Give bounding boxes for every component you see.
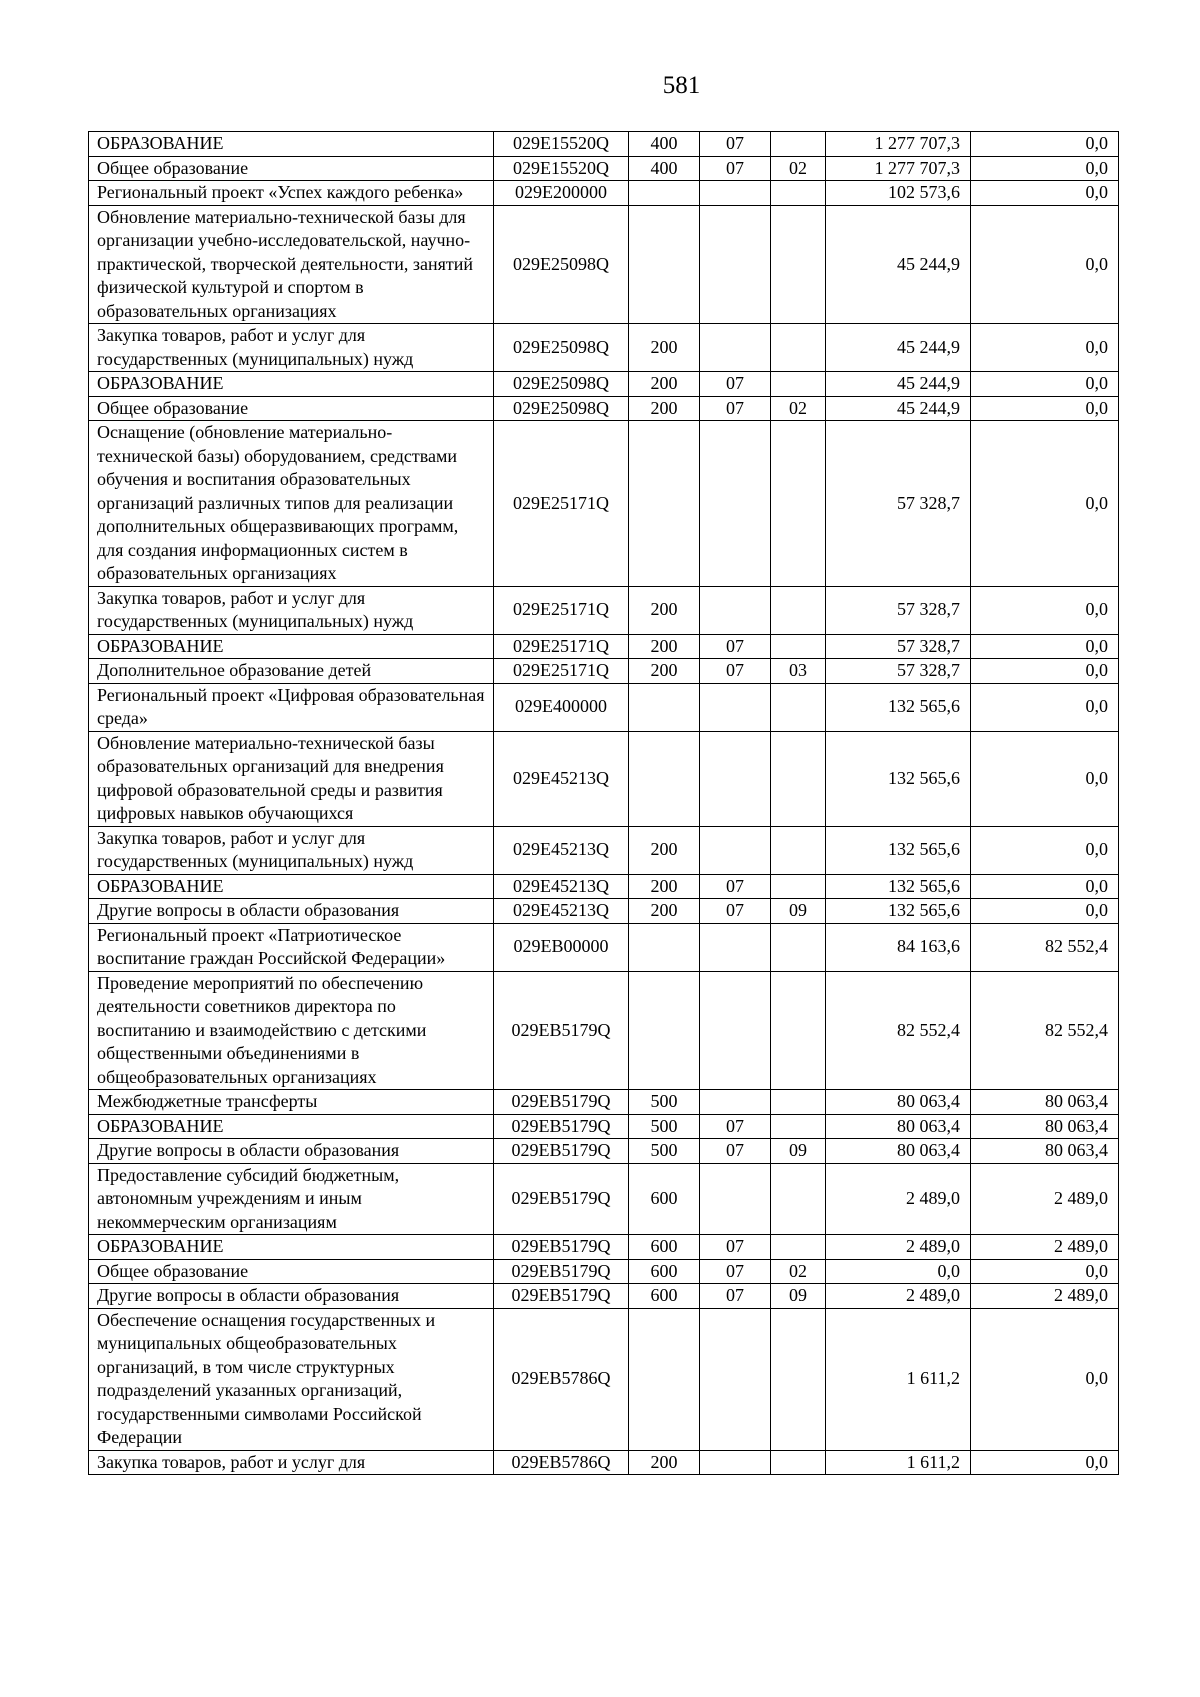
- row-target-article: 029E200000: [494, 181, 629, 206]
- row-name: Межбюджетные трансферты: [89, 1090, 494, 1115]
- table-row: [89, 156, 1119, 181]
- row-subsection: [771, 634, 826, 659]
- row-section: [700, 324, 771, 372]
- row-amount-total: 57 328,7: [826, 421, 971, 587]
- row-amount-federal: 2 489,0: [971, 1235, 1119, 1260]
- row-subsection: [771, 1450, 826, 1475]
- row-amount-federal: 0,0: [971, 396, 1119, 421]
- row-section: 07: [700, 1114, 771, 1139]
- row-section: [700, 1308, 771, 1450]
- row-expense-type: 200: [629, 826, 700, 874]
- row-expense-type: 200: [629, 324, 700, 372]
- row-section: [700, 923, 771, 971]
- table-row: [89, 971, 1119, 1090]
- table-row: [89, 1235, 1119, 1260]
- budget-table: [88, 131, 1119, 1475]
- row-expense-type: [629, 181, 700, 206]
- row-amount-total: 80 063,4: [826, 1139, 971, 1164]
- row-amount-total: 45 244,9: [826, 396, 971, 421]
- row-expense-type: [629, 205, 700, 324]
- table-row: [89, 586, 1119, 634]
- row-expense-type: 400: [629, 156, 700, 181]
- row-amount-federal: 80 063,4: [971, 1139, 1119, 1164]
- row-section: 07: [700, 372, 771, 397]
- row-subsection: [771, 205, 826, 324]
- table-row: [89, 1308, 1119, 1450]
- row-target-article: 029EB5179Q: [494, 1139, 629, 1164]
- row-target-article: 029E15520Q: [494, 156, 629, 181]
- table-row: [89, 1259, 1119, 1284]
- row-expense-type: 200: [629, 874, 700, 899]
- row-amount-total: 57 328,7: [826, 586, 971, 634]
- row-expense-type: [629, 923, 700, 971]
- table-row: [89, 205, 1119, 324]
- row-target-article: 029EB5179Q: [494, 1259, 629, 1284]
- row-section: 07: [700, 156, 771, 181]
- row-target-article: 029EB5786Q: [494, 1450, 629, 1475]
- row-target-article: 029E25171Q: [494, 421, 629, 587]
- row-subsection: [771, 923, 826, 971]
- row-target-article: 029E45213Q: [494, 899, 629, 924]
- row-name: Оснащение (обновление материально-технической базы) оборудованием, средствами обучения и воспитания образовательных организаций различных типов для реализации дополнительных общеразвивающих программ, для создания информационных систем в образовательных организациях: [89, 421, 494, 587]
- row-amount-federal: 0,0: [971, 421, 1119, 587]
- row-amount-federal: 0,0: [971, 826, 1119, 874]
- row-amount-total: 1 277 707,3: [826, 132, 971, 157]
- row-subsection: 09: [771, 1139, 826, 1164]
- row-name: Другие вопросы в области образования: [89, 899, 494, 924]
- row-section: 07: [700, 1284, 771, 1309]
- row-section: [700, 181, 771, 206]
- row-expense-type: 200: [629, 372, 700, 397]
- row-expense-type: 400: [629, 132, 700, 157]
- row-section: 07: [700, 659, 771, 684]
- row-expense-type: 500: [629, 1114, 700, 1139]
- row-name: Обновление материально-технической базы образовательных организаций для внедрения цифровой образовательной среды и развития цифровых навыков обучающихся: [89, 731, 494, 826]
- table-row: [89, 421, 1119, 587]
- row-amount-federal: 0,0: [971, 659, 1119, 684]
- row-expense-type: [629, 421, 700, 587]
- row-section: [700, 205, 771, 324]
- row-amount-federal: 82 552,4: [971, 923, 1119, 971]
- row-expense-type: [629, 731, 700, 826]
- row-amount-total: 132 565,6: [826, 874, 971, 899]
- row-amount-total: 1 611,2: [826, 1450, 971, 1475]
- row-target-article: 029E25171Q: [494, 659, 629, 684]
- table-row: [89, 683, 1119, 731]
- row-target-article: 029E25098Q: [494, 396, 629, 421]
- row-name: ОБРАЗОВАНИЕ: [89, 1235, 494, 1260]
- row-name: Общее образование: [89, 156, 494, 181]
- row-name: Региональный проект «Цифровая образовательная среда»: [89, 683, 494, 731]
- row-amount-federal: 0,0: [971, 731, 1119, 826]
- row-subsection: [771, 372, 826, 397]
- row-amount-federal: 80 063,4: [971, 1090, 1119, 1115]
- row-amount-total: 45 244,9: [826, 372, 971, 397]
- row-name: Другие вопросы в области образования: [89, 1284, 494, 1309]
- row-amount-total: 2 489,0: [826, 1284, 971, 1309]
- row-name: Проведение мероприятий по обеспечению деятельности советников директора по воспитанию и взаимодействию с детскими общественными объединениями в общеобразовательных организациях: [89, 971, 494, 1090]
- row-expense-type: 200: [629, 634, 700, 659]
- row-amount-federal: 0,0: [971, 1259, 1119, 1284]
- row-section: 07: [700, 1139, 771, 1164]
- row-subsection: [771, 586, 826, 634]
- table-row: [89, 659, 1119, 684]
- row-amount-total: 132 565,6: [826, 899, 971, 924]
- row-expense-type: 500: [629, 1139, 700, 1164]
- row-target-article: 029E400000: [494, 683, 629, 731]
- table-row: [89, 874, 1119, 899]
- table-row: [89, 1139, 1119, 1164]
- row-section: [700, 586, 771, 634]
- row-subsection: [771, 683, 826, 731]
- row-subsection: [771, 1235, 826, 1260]
- row-target-article: 029E25098Q: [494, 372, 629, 397]
- row-expense-type: 600: [629, 1284, 700, 1309]
- table-row: [89, 181, 1119, 206]
- row-subsection: 09: [771, 899, 826, 924]
- row-name: Закупка товаров, работ и услуг для: [89, 1450, 494, 1475]
- table-row: [89, 372, 1119, 397]
- row-target-article: 029EB5179Q: [494, 1284, 629, 1309]
- row-target-article: 029E45213Q: [494, 826, 629, 874]
- row-amount-total: 1 277 707,3: [826, 156, 971, 181]
- table-row: [89, 132, 1119, 157]
- row-section: 07: [700, 396, 771, 421]
- row-expense-type: 200: [629, 586, 700, 634]
- row-subsection: [771, 1163, 826, 1235]
- row-section: 07: [700, 1259, 771, 1284]
- row-amount-federal: 0,0: [971, 899, 1119, 924]
- table-row: [89, 899, 1119, 924]
- row-expense-type: 600: [629, 1259, 700, 1284]
- row-section: 07: [700, 132, 771, 157]
- row-target-article: 029E25098Q: [494, 324, 629, 372]
- row-section: [700, 1090, 771, 1115]
- row-name: ОБРАЗОВАНИЕ: [89, 132, 494, 157]
- row-amount-total: 2 489,0: [826, 1163, 971, 1235]
- row-name: Закупка товаров, работ и услуг для государственных (муниципальных) нужд: [89, 324, 494, 372]
- row-name: Обновление материально-технической базы для организации учебно-исследовательской, научно-практической, творческой деятельности, занятий физической культурой и спортом в образовательных организациях: [89, 205, 494, 324]
- row-target-article: 029EB5179Q: [494, 1090, 629, 1115]
- row-expense-type: 600: [629, 1163, 700, 1235]
- table-row: [89, 731, 1119, 826]
- row-amount-federal: 82 552,4: [971, 971, 1119, 1090]
- row-name: Другие вопросы в области образования: [89, 1139, 494, 1164]
- row-amount-federal: 80 063,4: [971, 1114, 1119, 1139]
- row-target-article: 029EB5179Q: [494, 971, 629, 1090]
- row-expense-type: 200: [629, 1450, 700, 1475]
- row-amount-federal: 2 489,0: [971, 1284, 1119, 1309]
- row-amount-total: 57 328,7: [826, 659, 971, 684]
- row-subsection: [771, 1090, 826, 1115]
- row-expense-type: 500: [629, 1090, 700, 1115]
- row-amount-federal: 0,0: [971, 181, 1119, 206]
- row-amount-federal: 0,0: [971, 324, 1119, 372]
- row-subsection: 09: [771, 1284, 826, 1309]
- row-amount-total: 80 063,4: [826, 1114, 971, 1139]
- row-section: [700, 421, 771, 587]
- row-subsection: [771, 1308, 826, 1450]
- row-subsection: [771, 1114, 826, 1139]
- table-row: [89, 1163, 1119, 1235]
- row-amount-total: 132 565,6: [826, 683, 971, 731]
- row-target-article: 029E45213Q: [494, 874, 629, 899]
- row-name: Обеспечение оснащения государственных и муниципальных общеобразовательных организаций, в том числе структурных подразделений указанных организаций, государственными символами Российской Федерации: [89, 1308, 494, 1450]
- row-section: [700, 1163, 771, 1235]
- row-subsection: 02: [771, 1259, 826, 1284]
- row-section: [700, 731, 771, 826]
- row-subsection: [771, 132, 826, 157]
- row-amount-total: 0,0: [826, 1259, 971, 1284]
- row-section: 07: [700, 634, 771, 659]
- row-amount-federal: 0,0: [971, 372, 1119, 397]
- row-name: ОБРАЗОВАНИЕ: [89, 874, 494, 899]
- table-row: [89, 324, 1119, 372]
- row-expense-type: [629, 683, 700, 731]
- row-amount-total: 80 063,4: [826, 1090, 971, 1115]
- row-name: ОБРАЗОВАНИЕ: [89, 1114, 494, 1139]
- row-name: Закупка товаров, работ и услуг для государственных (муниципальных) нужд: [89, 826, 494, 874]
- row-target-article: 029E25098Q: [494, 205, 629, 324]
- row-section: [700, 826, 771, 874]
- row-amount-federal: 0,0: [971, 874, 1119, 899]
- row-subsection: 02: [771, 396, 826, 421]
- row-amount-federal: 0,0: [971, 683, 1119, 731]
- row-subsection: 03: [771, 659, 826, 684]
- row-amount-total: 132 565,6: [826, 731, 971, 826]
- row-expense-type: 200: [629, 899, 700, 924]
- row-expense-type: [629, 971, 700, 1090]
- row-amount-total: 1 611,2: [826, 1308, 971, 1450]
- row-subsection: [771, 421, 826, 587]
- row-subsection: [771, 826, 826, 874]
- row-target-article: 029E25171Q: [494, 634, 629, 659]
- row-amount-federal: 0,0: [971, 132, 1119, 157]
- row-amount-total: 84 163,6: [826, 923, 971, 971]
- row-subsection: [771, 731, 826, 826]
- row-subsection: 02: [771, 156, 826, 181]
- row-target-article: 029E25171Q: [494, 586, 629, 634]
- row-expense-type: 600: [629, 1235, 700, 1260]
- row-section: [700, 683, 771, 731]
- row-name: Дополнительное образование детей: [89, 659, 494, 684]
- row-amount-federal: 0,0: [971, 634, 1119, 659]
- row-amount-total: 82 552,4: [826, 971, 971, 1090]
- row-name: ОБРАЗОВАНИЕ: [89, 634, 494, 659]
- row-name: Предоставление субсидий бюджетным, автономным учреждениям и иным некоммерческим организациям: [89, 1163, 494, 1235]
- table-row: [89, 923, 1119, 971]
- row-amount-federal: 0,0: [971, 1308, 1119, 1450]
- row-subsection: [771, 874, 826, 899]
- row-name: Общее образование: [89, 1259, 494, 1284]
- row-subsection: [771, 181, 826, 206]
- row-expense-type: 200: [629, 396, 700, 421]
- table-row: [89, 826, 1119, 874]
- row-name: Закупка товаров, работ и услуг для государственных (муниципальных) нужд: [89, 586, 494, 634]
- row-target-article: 029EB5179Q: [494, 1163, 629, 1235]
- row-name: Региональный проект «Успех каждого ребенка»: [89, 181, 494, 206]
- row-subsection: [771, 324, 826, 372]
- row-amount-federal: 0,0: [971, 156, 1119, 181]
- row-amount-federal: 0,0: [971, 1450, 1119, 1475]
- row-expense-type: [629, 1308, 700, 1450]
- row-amount-total: 2 489,0: [826, 1235, 971, 1260]
- table-row: [89, 396, 1119, 421]
- table-row: [89, 1090, 1119, 1115]
- table-row: [89, 1114, 1119, 1139]
- row-target-article: 029E15520Q: [494, 132, 629, 157]
- row-amount-total: 45 244,9: [826, 324, 971, 372]
- row-amount-total: 132 565,6: [826, 826, 971, 874]
- row-amount-total: 57 328,7: [826, 634, 971, 659]
- row-expense-type: 200: [629, 659, 700, 684]
- row-section: 07: [700, 899, 771, 924]
- table-row: [89, 634, 1119, 659]
- row-name: Общее образование: [89, 396, 494, 421]
- row-amount-total: 45 244,9: [826, 205, 971, 324]
- row-target-article: 029EB5179Q: [494, 1235, 629, 1260]
- row-amount-total: 102 573,6: [826, 181, 971, 206]
- row-section: 07: [700, 874, 771, 899]
- row-section: [700, 971, 771, 1090]
- row-section: [700, 1450, 771, 1475]
- row-name: Региональный проект «Патриотическое воспитание граждан Российской Федерации»: [89, 923, 494, 971]
- table-row: [89, 1284, 1119, 1309]
- row-target-article: 029EB5786Q: [494, 1308, 629, 1450]
- row-amount-federal: 0,0: [971, 586, 1119, 634]
- row-target-article: 029E45213Q: [494, 731, 629, 826]
- row-target-article: 029EB5179Q: [494, 1114, 629, 1139]
- table-row: [89, 1450, 1119, 1475]
- row-amount-federal: 2 489,0: [971, 1163, 1119, 1235]
- row-section: 07: [700, 1235, 771, 1260]
- row-subsection: [771, 971, 826, 1090]
- row-amount-federal: 0,0: [971, 205, 1119, 324]
- page-number: 581: [662, 72, 701, 99]
- row-target-article: 029EB00000: [494, 923, 629, 971]
- row-name: ОБРАЗОВАНИЕ: [89, 372, 494, 397]
